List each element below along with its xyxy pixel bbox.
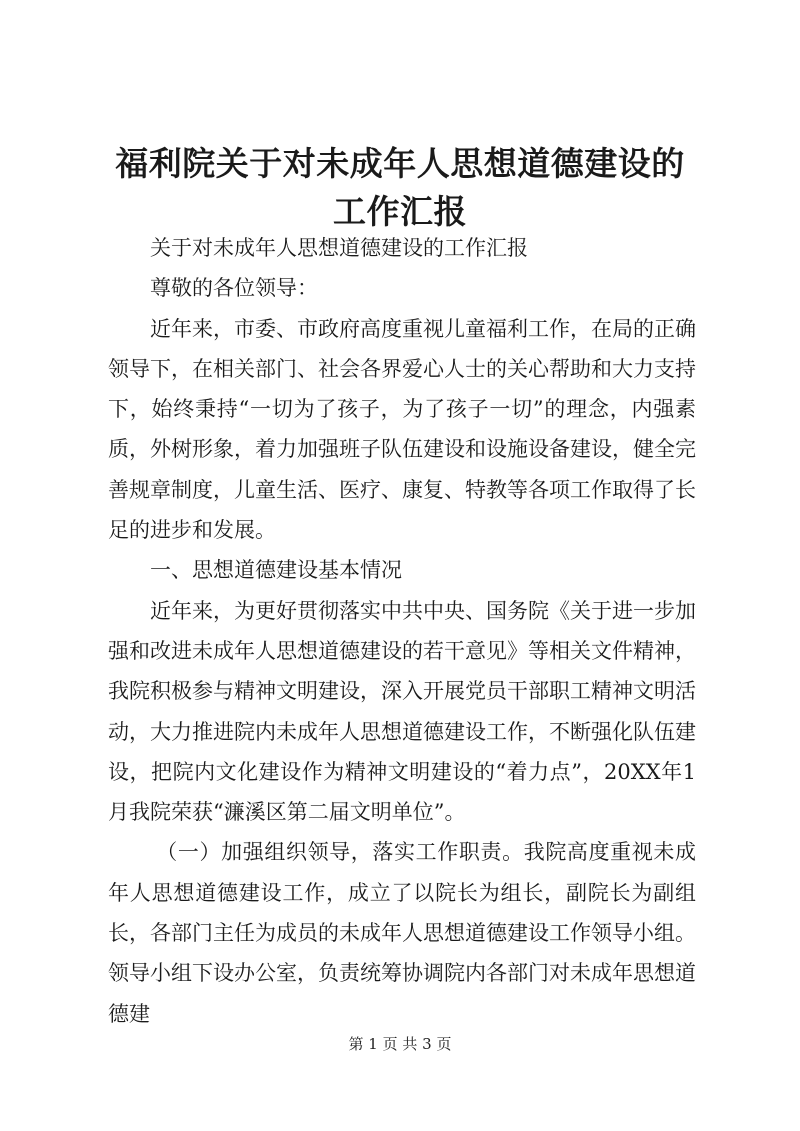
paragraph-intro: 近年来，市委、市政府高度重视儿童福利工作，在局的正确领导下，在相关部门、社会各界爱心人士的关心帮助和大力支持下，始终秉持“一切为了孩子，为了孩子一切”的理念，内强素质，外树形象，着力加强班子队伍建设和设施设备建设，健全完善规章制度，儿童生活、医疗、康复、特教等各项工作取得了长足的进步和发展。 <box>108 316 696 543</box>
salutation: 尊敬的各位领导： <box>150 276 318 301</box>
paragraph-basic-situation: 近年来，为更好贯彻落实中共中央、国务院《关于进一步加强和改进未成年人思想道德建设的若干意见》等相关文件精神，我院积极参与精神文明建设，深入开展党员干部职工精神文明活动，大力推进院内未成年人思想道德建设工作，不断强化队伍建设，把院内文化建设作为精神文明建设的“着力点”，20XX年1月我院荣获“濂溪区第二届文明单位”。 <box>108 598 696 825</box>
page-number: 第 1 页 共 3 页 <box>348 1035 452 1053</box>
document-title: 福利院关于对未成年人思想道德建设的工作汇报 <box>115 144 685 231</box>
section-heading: 一、思想道德建设基本情况 <box>150 558 402 583</box>
document-body <box>108 228 696 1034</box>
paragraph-organization: （一）加强组织领导，落实工作职责。我院高度重视未成年人思想道德建设工作，成立了以院长为组长，副院长为副组长，各部门主任为成员的未成年人思想道德建设工作领导小组。领导小组下设办公室，负责统筹协调院内各部门对未成年思想道德建 <box>108 840 696 1026</box>
document-subtitle: 关于对未成年人思想道德建设的工作汇报 <box>150 236 528 260</box>
